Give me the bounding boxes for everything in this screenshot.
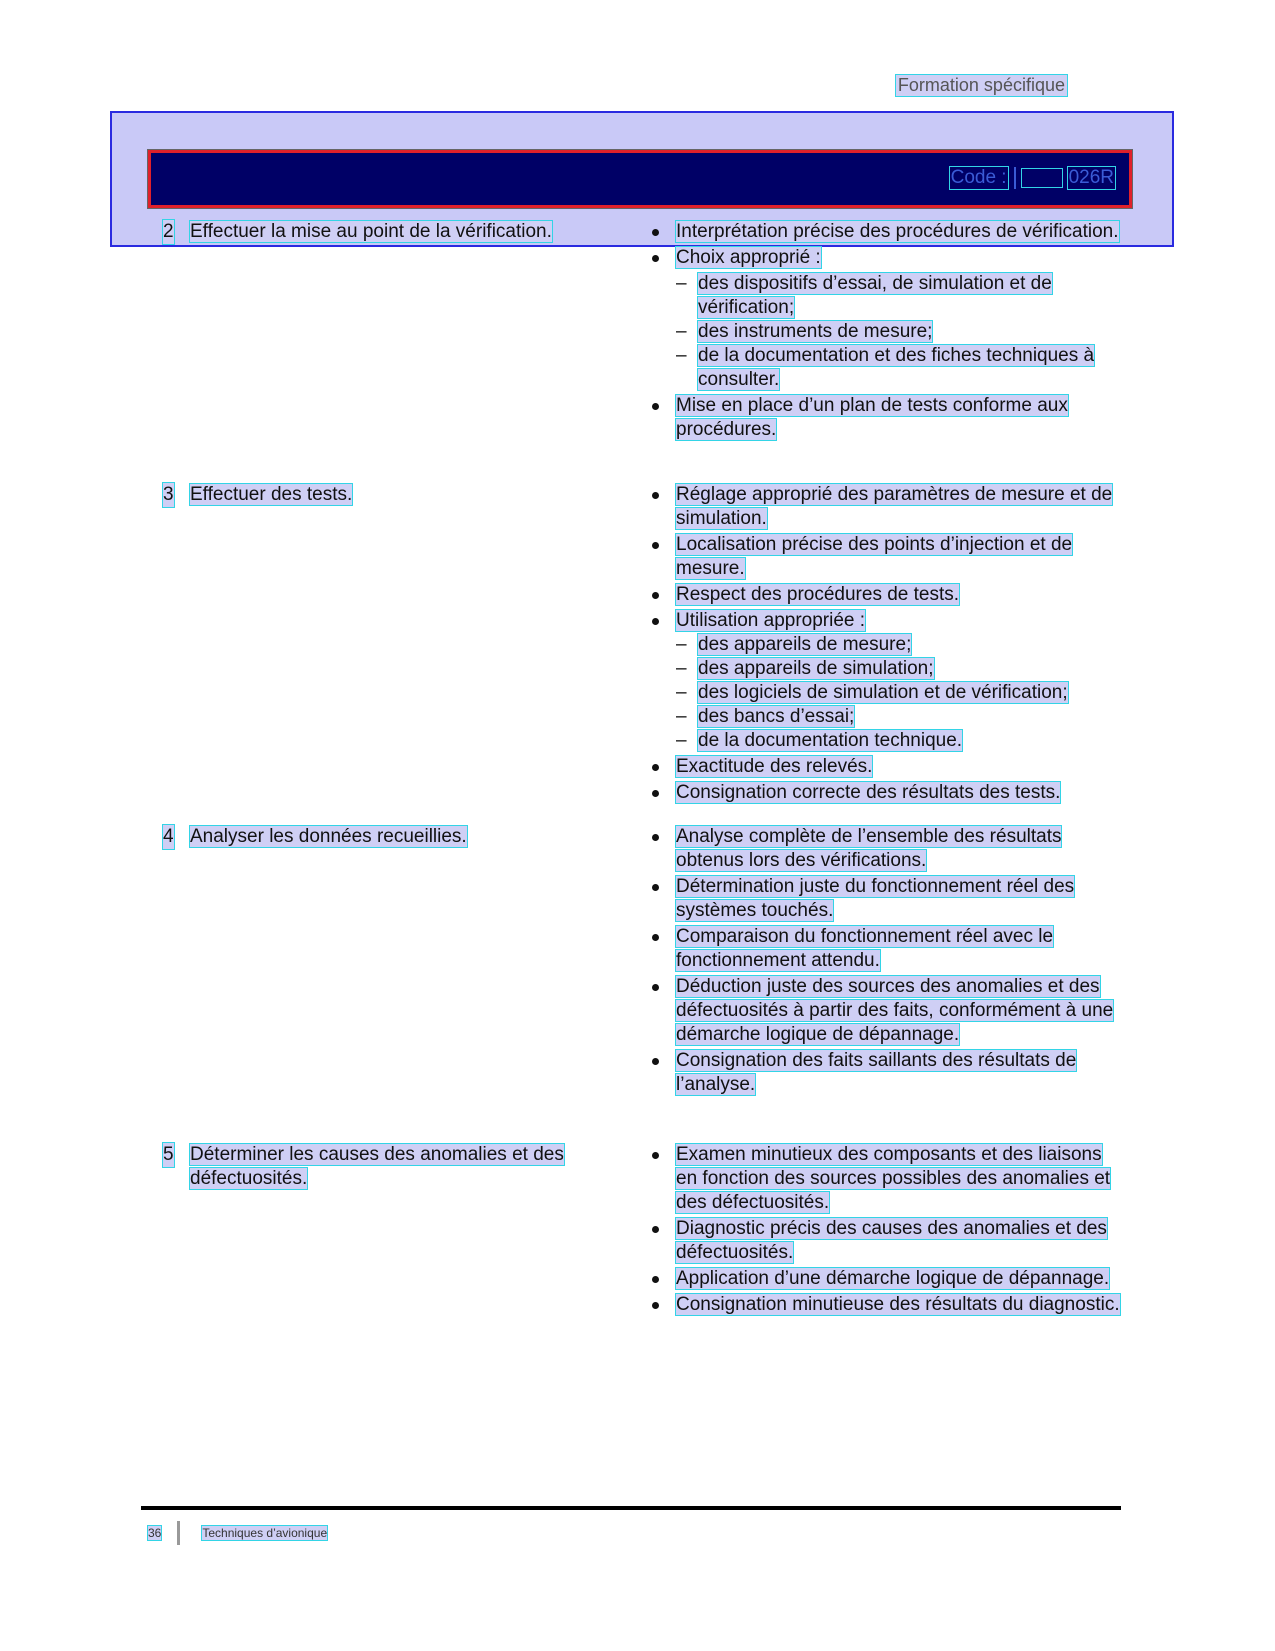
running-header: Formation spécifique [897, 75, 1065, 95]
bullet-icon [652, 884, 659, 891]
code-value: 026R [1068, 167, 1114, 188]
list-item: Consignation des faits saillants des résultats de l’analyse. [652, 1049, 1122, 1097]
list-item: Consignation minutieuse des résultats du diagnostic. [652, 1293, 1122, 1317]
section-title-text: Analyser les données recueillies. [190, 826, 467, 847]
sub-item: – de la documentation technique. [676, 730, 963, 751]
section-number: 5 [163, 1144, 174, 1165]
sub-item: – des dispositifs d’essai, de simulation et de vérification; [676, 273, 1052, 318]
code-label: Code : [950, 167, 1007, 188]
section-title [163, 220, 663, 244]
criteria-list [652, 825, 1122, 1099]
list-item: Choix approprié : [652, 246, 1122, 270]
section-number: 2 [163, 221, 174, 242]
list-item: Détermination juste du fonctionnement réel des systèmes touchés. [652, 875, 1122, 923]
sub-item: – des logiciels de simulation et de vérification; [676, 682, 1068, 703]
code-spacer [1022, 169, 1062, 187]
footer-rule [141, 1506, 1121, 1510]
section-title-text: Effectuer des tests. [190, 484, 353, 505]
bullet-icon [652, 1152, 659, 1159]
bullet-icon [652, 592, 659, 599]
sub-item: – des appareils de mesure; [676, 634, 912, 655]
sub-item: – de la documentation et des fiches techniques à consulter. [676, 345, 1095, 390]
bullet-icon [652, 790, 659, 797]
bullet-icon [652, 255, 659, 262]
list-item: Analyse complète de l’ensemble des résultats obtenus lors des vérifications. [652, 825, 1122, 873]
section-title [163, 825, 663, 849]
list-item: Diagnostic précis des causes des anomalies et des défectuosités. [652, 1217, 1122, 1265]
list-item: Examen minutieux des composants et des liaisons en fonction des sources possibles des anomalies et des défectuosités. [652, 1143, 1122, 1215]
sub-item: – des appareils de simulation; [676, 658, 934, 679]
list-item: Interprétation précise des procédures de vérification. [652, 220, 1122, 244]
bullet-icon [652, 984, 659, 991]
section-title-text: Effectuer la mise au point de la vérification. [190, 221, 552, 242]
list-item: Réglage approprié des paramètres de mesure et de simulation. [652, 483, 1122, 531]
list-item: Comparaison du fonctionnement réel avec le fonctionnement attendu. [652, 925, 1122, 973]
section-number: 4 [163, 826, 174, 847]
list-item: Respect des procédures de tests. [652, 583, 1122, 607]
sub-item: – des bancs d’essai; [676, 706, 855, 727]
page-number: 36 [148, 1526, 162, 1540]
page-footer [148, 1521, 327, 1545]
criteria-list [652, 1143, 1122, 1319]
section-title [163, 1143, 663, 1191]
bullet-icon [652, 834, 659, 841]
criteria-list [652, 220, 1122, 444]
bullet-icon [652, 764, 659, 771]
bullet-icon [652, 618, 659, 625]
bullet-icon [652, 403, 659, 410]
code-block [950, 167, 1115, 189]
list-item: Exactitude des relevés. [652, 755, 1122, 779]
list-item: Application d’une démarche logique de dépannage. [652, 1267, 1122, 1291]
list-item: Mise en place d’un plan de tests conforme aux procédures. [652, 394, 1122, 442]
bullet-icon [652, 1276, 659, 1283]
list-item: Déduction juste des sources des anomalies et des défectuosités à partir des faits, conformément à une démarche logique de dépannage. [652, 975, 1122, 1047]
bullet-icon [652, 1058, 659, 1065]
footer-separator [177, 1521, 180, 1545]
code-separator [1014, 167, 1016, 189]
section-title-text: Déterminer les causes des anomalies et des défectuosités. [190, 1144, 564, 1189]
banner-bar [148, 150, 1132, 208]
criteria-list [652, 483, 1122, 807]
bullet-icon [652, 229, 659, 236]
footer-title: Techniques d’avionique [202, 1526, 328, 1540]
section-number: 3 [163, 484, 174, 505]
bullet-icon [652, 492, 659, 499]
list-item: Localisation précise des points d’injection et de mesure. [652, 533, 1122, 581]
bullet-icon [652, 1302, 659, 1309]
bullet-icon [652, 934, 659, 941]
sub-item: – des instruments de mesure; [676, 321, 933, 342]
section-title [163, 483, 663, 507]
bullet-icon [652, 1226, 659, 1233]
list-item: Utilisation appropriée : [652, 609, 1122, 633]
list-item: Consignation correcte des résultats des tests. [652, 781, 1122, 805]
bullet-icon [652, 542, 659, 549]
